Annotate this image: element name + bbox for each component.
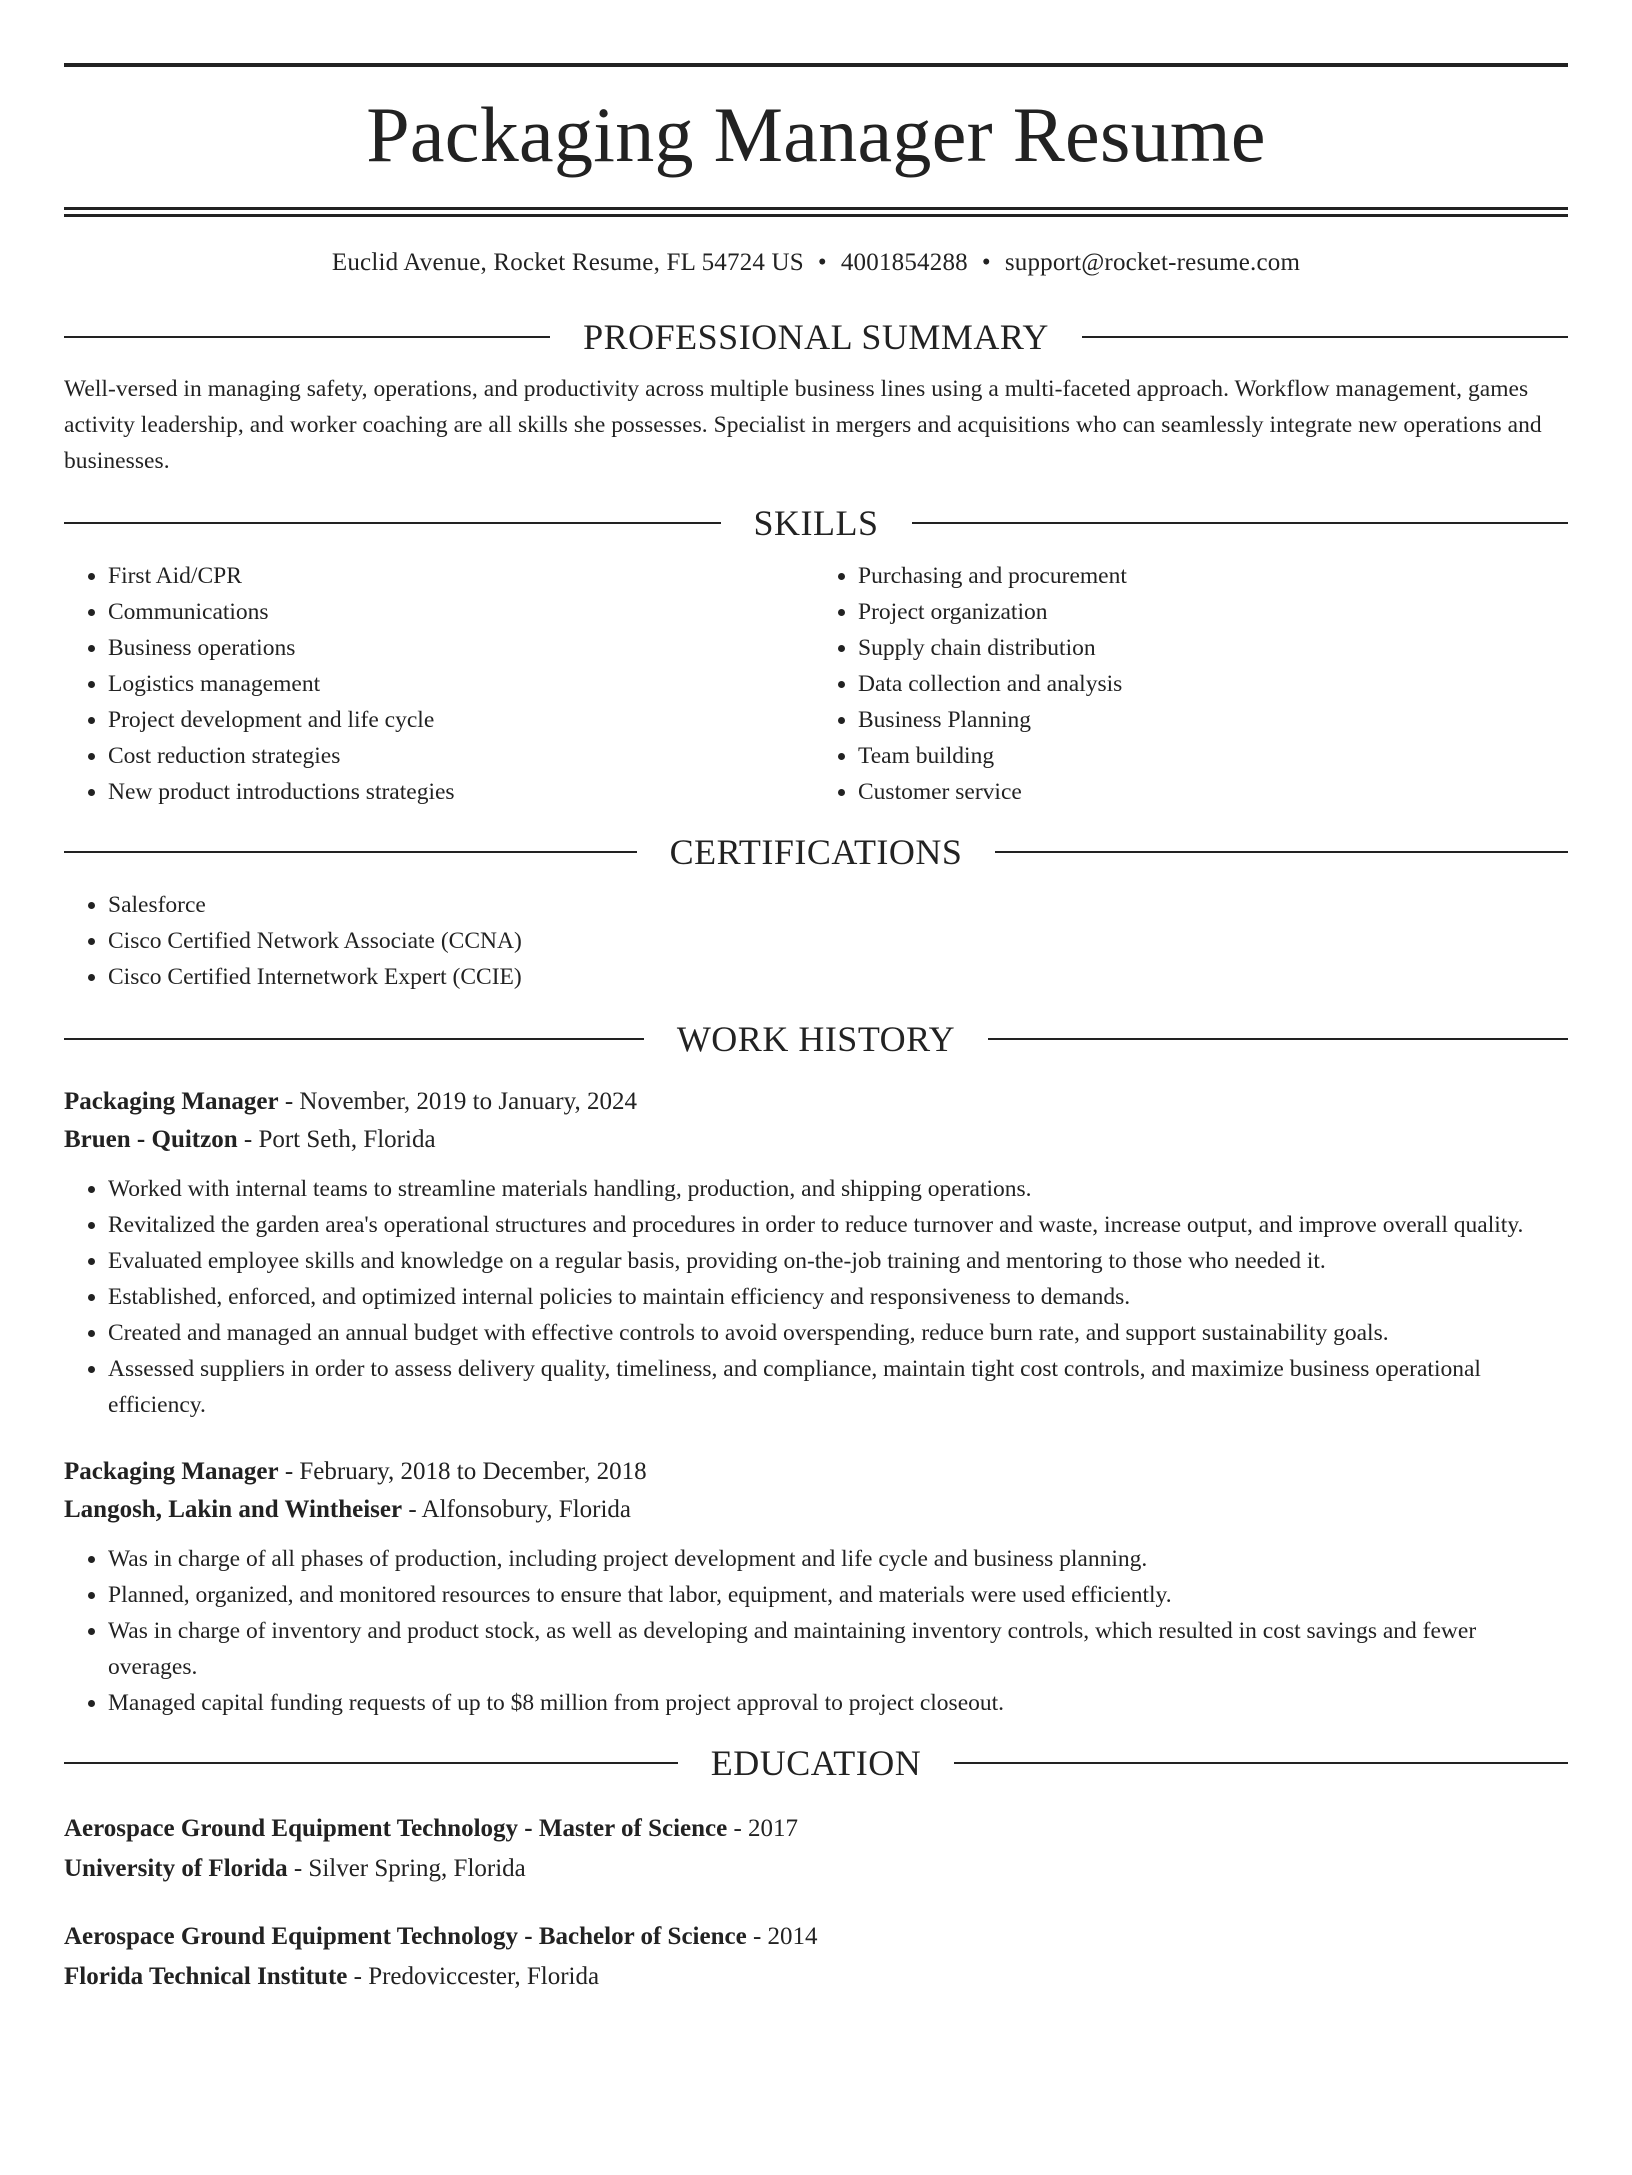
skill-item: • Project organization <box>858 594 1568 630</box>
section-rule <box>995 851 1568 853</box>
job-bullet: • Was in charge of inventory and product stock, as well as developing and maintaining inventory controls, which resulted in cost savings and fewer overages. <box>108 1613 1568 1685</box>
contact-separator: • <box>981 249 991 276</box>
degree-line <box>64 1809 1568 1849</box>
job-dates: - February, 2018 to December, 2018 <box>278 1458 647 1485</box>
section-title-certifications: CERTIFICATIONS <box>669 832 963 872</box>
school: University of Florida <box>64 1855 288 1882</box>
section-header-skills <box>64 501 1568 545</box>
section-title-summary: PROFESSIONAL SUMMARY <box>583 317 1049 357</box>
job-bullet: • Worked with internal teams to streamline materials handling, production, and shipping operations. <box>108 1171 1568 1207</box>
top-rule <box>64 63 1568 67</box>
job-dates: - November, 2019 to January, 2024 <box>278 1088 637 1115</box>
skill-item: • Business Planning <box>858 702 1568 738</box>
skills-list-left <box>64 558 816 810</box>
work-entry <box>64 1453 1568 1721</box>
school-line <box>64 1849 1568 1889</box>
degree: Aerospace Ground Equipment Technology - Bachelor of Science <box>64 1923 747 1950</box>
contact-line <box>64 247 1568 279</box>
job-title-line <box>64 1453 1568 1491</box>
skill-item: • Supply chain distribution <box>858 630 1568 666</box>
work-history-list <box>64 1083 1568 1721</box>
education-list <box>64 1809 1568 1997</box>
skill-item: • Cost reduction strategies <box>108 738 816 774</box>
job-bullet: • Created and managed an annual budget with effective controls to avoid overspending, reduce burn rate, and support sustainability goals. <box>108 1315 1568 1351</box>
degree-year: - 2017 <box>727 1815 799 1842</box>
job-company: Bruen - Quitzon <box>64 1126 238 1153</box>
section-rule <box>1082 336 1568 338</box>
section-header-education <box>64 1741 1568 1785</box>
education-entry <box>64 1917 1568 1997</box>
skill-item: • Logistics management <box>108 666 816 702</box>
section-rule <box>988 1038 1568 1040</box>
degree-year: - 2014 <box>746 1923 818 1950</box>
skill-item: • Team building <box>858 738 1568 774</box>
skill-item: • Data collection and analysis <box>858 666 1568 702</box>
title-double-rule <box>64 207 1568 217</box>
certification-item: • Salesforce <box>108 887 1568 923</box>
job-company-line <box>64 1491 1568 1529</box>
skill-item: • Customer service <box>858 774 1568 810</box>
section-rule <box>64 1038 644 1040</box>
section-rule <box>64 522 721 524</box>
job-bullet: • Established, enforced, and optimized internal policies to maintain efficiency and responsiveness to demands. <box>108 1279 1568 1315</box>
school-location: - Predoviccester, Florida <box>347 1963 600 1990</box>
school: Florida Technical Institute <box>64 1963 348 1990</box>
job-bullet: • Managed capital funding requests of up to $8 million from project approval to project closeout. <box>108 1685 1568 1721</box>
degree: Aerospace Ground Equipment Technology - Master of Science <box>64 1815 728 1842</box>
job-bullets <box>64 1541 1568 1721</box>
section-rule <box>912 522 1569 524</box>
job-company: Langosh, Lakin and Wintheiser <box>64 1496 403 1523</box>
section-rule <box>64 851 637 853</box>
section-header-certifications <box>64 830 1568 874</box>
job-title: Packaging Manager <box>64 1458 279 1485</box>
job-bullet: • Revitalized the garden area's operational structures and procedures in order to reduce turnover and waste, increase output, and improve overall quality. <box>108 1207 1568 1243</box>
section-rule <box>64 336 550 338</box>
resume-title: Packaging Manager Resume <box>366 91 1266 178</box>
work-entry <box>64 1083 1568 1423</box>
job-location: - Alfonsobury, Florida <box>402 1496 632 1523</box>
school-location: - Silver Spring, Florida <box>287 1855 526 1882</box>
job-bullet: • Planned, organized, and monitored resources to ensure that labor, equipment, and materials were used efficiently. <box>108 1577 1568 1613</box>
contact-phone: 4001854288 <box>840 249 968 276</box>
contact-address: Euclid Avenue, Rocket Resume, FL 54724 US <box>331 249 804 276</box>
job-bullet: • Was in charge of all phases of production, including project development and life cycle and business planning. <box>108 1541 1568 1577</box>
resume-page <box>0 63 1632 2175</box>
section-header-work <box>64 1017 1568 1061</box>
skill-item: • Communications <box>108 594 816 630</box>
job-title-line <box>64 1083 1568 1121</box>
contact-email[interactable]: support@rocket-resume.com <box>1004 249 1301 276</box>
job-bullet: • Assessed suppliers in order to assess delivery quality, timeliness, and compliance, maintain tight cost controls, and maximize business operational efficiency. <box>108 1351 1568 1423</box>
skill-item: • New product introductions strategies <box>108 774 816 810</box>
skills-column-right <box>816 558 1568 810</box>
skill-item: • Business operations <box>108 630 816 666</box>
skill-item: • First Aid/CPR <box>108 558 816 594</box>
certification-item: • Cisco Certified Internetwork Expert (CCIE) <box>108 959 1568 995</box>
skill-item: • Project development and life cycle <box>108 702 816 738</box>
section-title-work: WORK HISTORY <box>676 1019 956 1059</box>
job-bullets <box>64 1171 1568 1423</box>
education-entry <box>64 1809 1568 1889</box>
skills-grid <box>64 558 1568 810</box>
section-title-skills: SKILLS <box>753 503 879 543</box>
skill-item: • Purchasing and procurement <box>858 558 1568 594</box>
job-company-line <box>64 1121 1568 1159</box>
summary-text: Well-versed in managing safety, operations, and productivity across multiple business lines using a multi-faceted approach. Workflow management, games activity leadership, and worker coaching are all skills she possesses. Specialist in mergers and acquisitions who can seamlessly integrate new operations and businesses. <box>64 376 1542 474</box>
contact-separator: • <box>817 249 827 276</box>
job-location: - Port Seth, Florida <box>237 1126 436 1153</box>
certifications-list <box>64 887 1568 995</box>
section-header-summary <box>64 315 1568 359</box>
school-line <box>64 1957 1568 1997</box>
section-rule <box>954 1762 1568 1764</box>
degree-line <box>64 1917 1568 1957</box>
job-title: Packaging Manager <box>64 1088 279 1115</box>
job-bullet: • Evaluated employee skills and knowledge on a regular basis, providing on-the-job training and mentoring to those who needed it. <box>108 1243 1568 1279</box>
skills-list-right <box>816 558 1568 810</box>
section-rule <box>64 1762 678 1764</box>
certification-item: • Cisco Certified Network Associate (CCNA) <box>108 923 1568 959</box>
section-title-education: EDUCATION <box>710 1743 922 1783</box>
skills-column-left <box>64 558 816 810</box>
